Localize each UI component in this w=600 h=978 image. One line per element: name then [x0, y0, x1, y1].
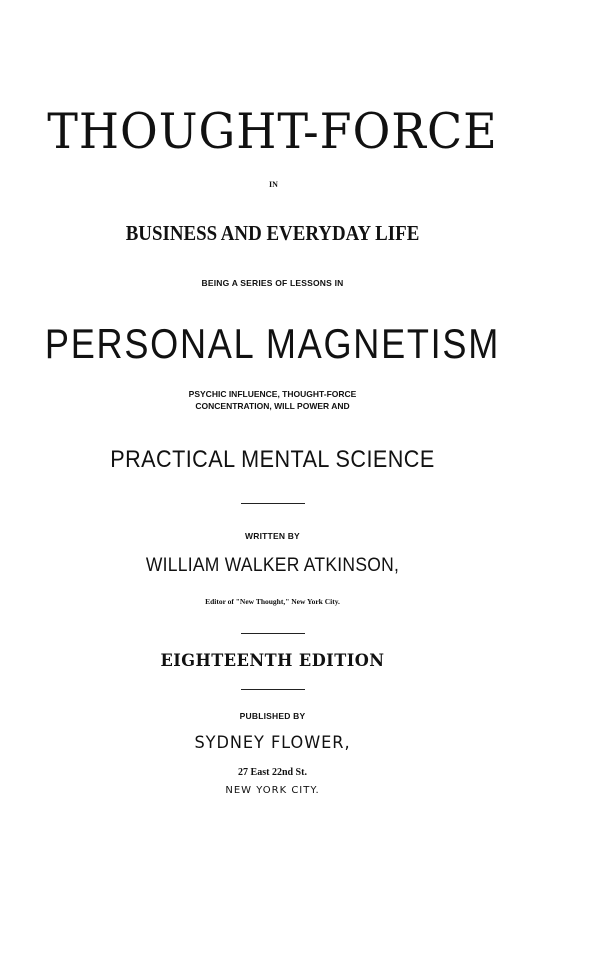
divider-rule [241, 689, 305, 690]
divider-rule [241, 633, 305, 634]
book-title: THOUGHT-FORCE [47, 102, 498, 160]
book-subtitle: BUSINESS AND EVERYDAY LIFE [125, 221, 420, 245]
author-credential: Editor of "New Thought," New York City. [205, 597, 340, 606]
connector-word: IN [269, 180, 278, 189]
topics-line-2: CONCENTRATION, WILL POWER AND [195, 401, 350, 411]
written-by-label: WRITTEN BY [245, 531, 300, 541]
topics-line-1: PSYCHIC INFLUENCE, THOUGHT-FORCE [188, 389, 357, 399]
publisher-name: SYDNEY FLOWER, [194, 733, 351, 753]
topic-heading: PERSONAL MAGNETISM [44, 320, 501, 367]
published-by-label: PUBLISHED BY [239, 711, 306, 721]
series-line: BEING A SERIES OF LESSONS IN [201, 278, 344, 288]
publisher-city: NEW YORK CITY. [225, 785, 320, 796]
secondary-heading: PRACTICAL MENTAL SCIENCE [110, 446, 435, 473]
edition-label: EIGHTEENTH EDITION [160, 651, 385, 671]
topics-list [0, 388, 545, 412]
author-name: WILLIAM WALKER ATKINSON, [145, 555, 400, 576]
publisher-address: 27 East 22nd St. [238, 767, 307, 778]
divider-rule [241, 503, 305, 504]
